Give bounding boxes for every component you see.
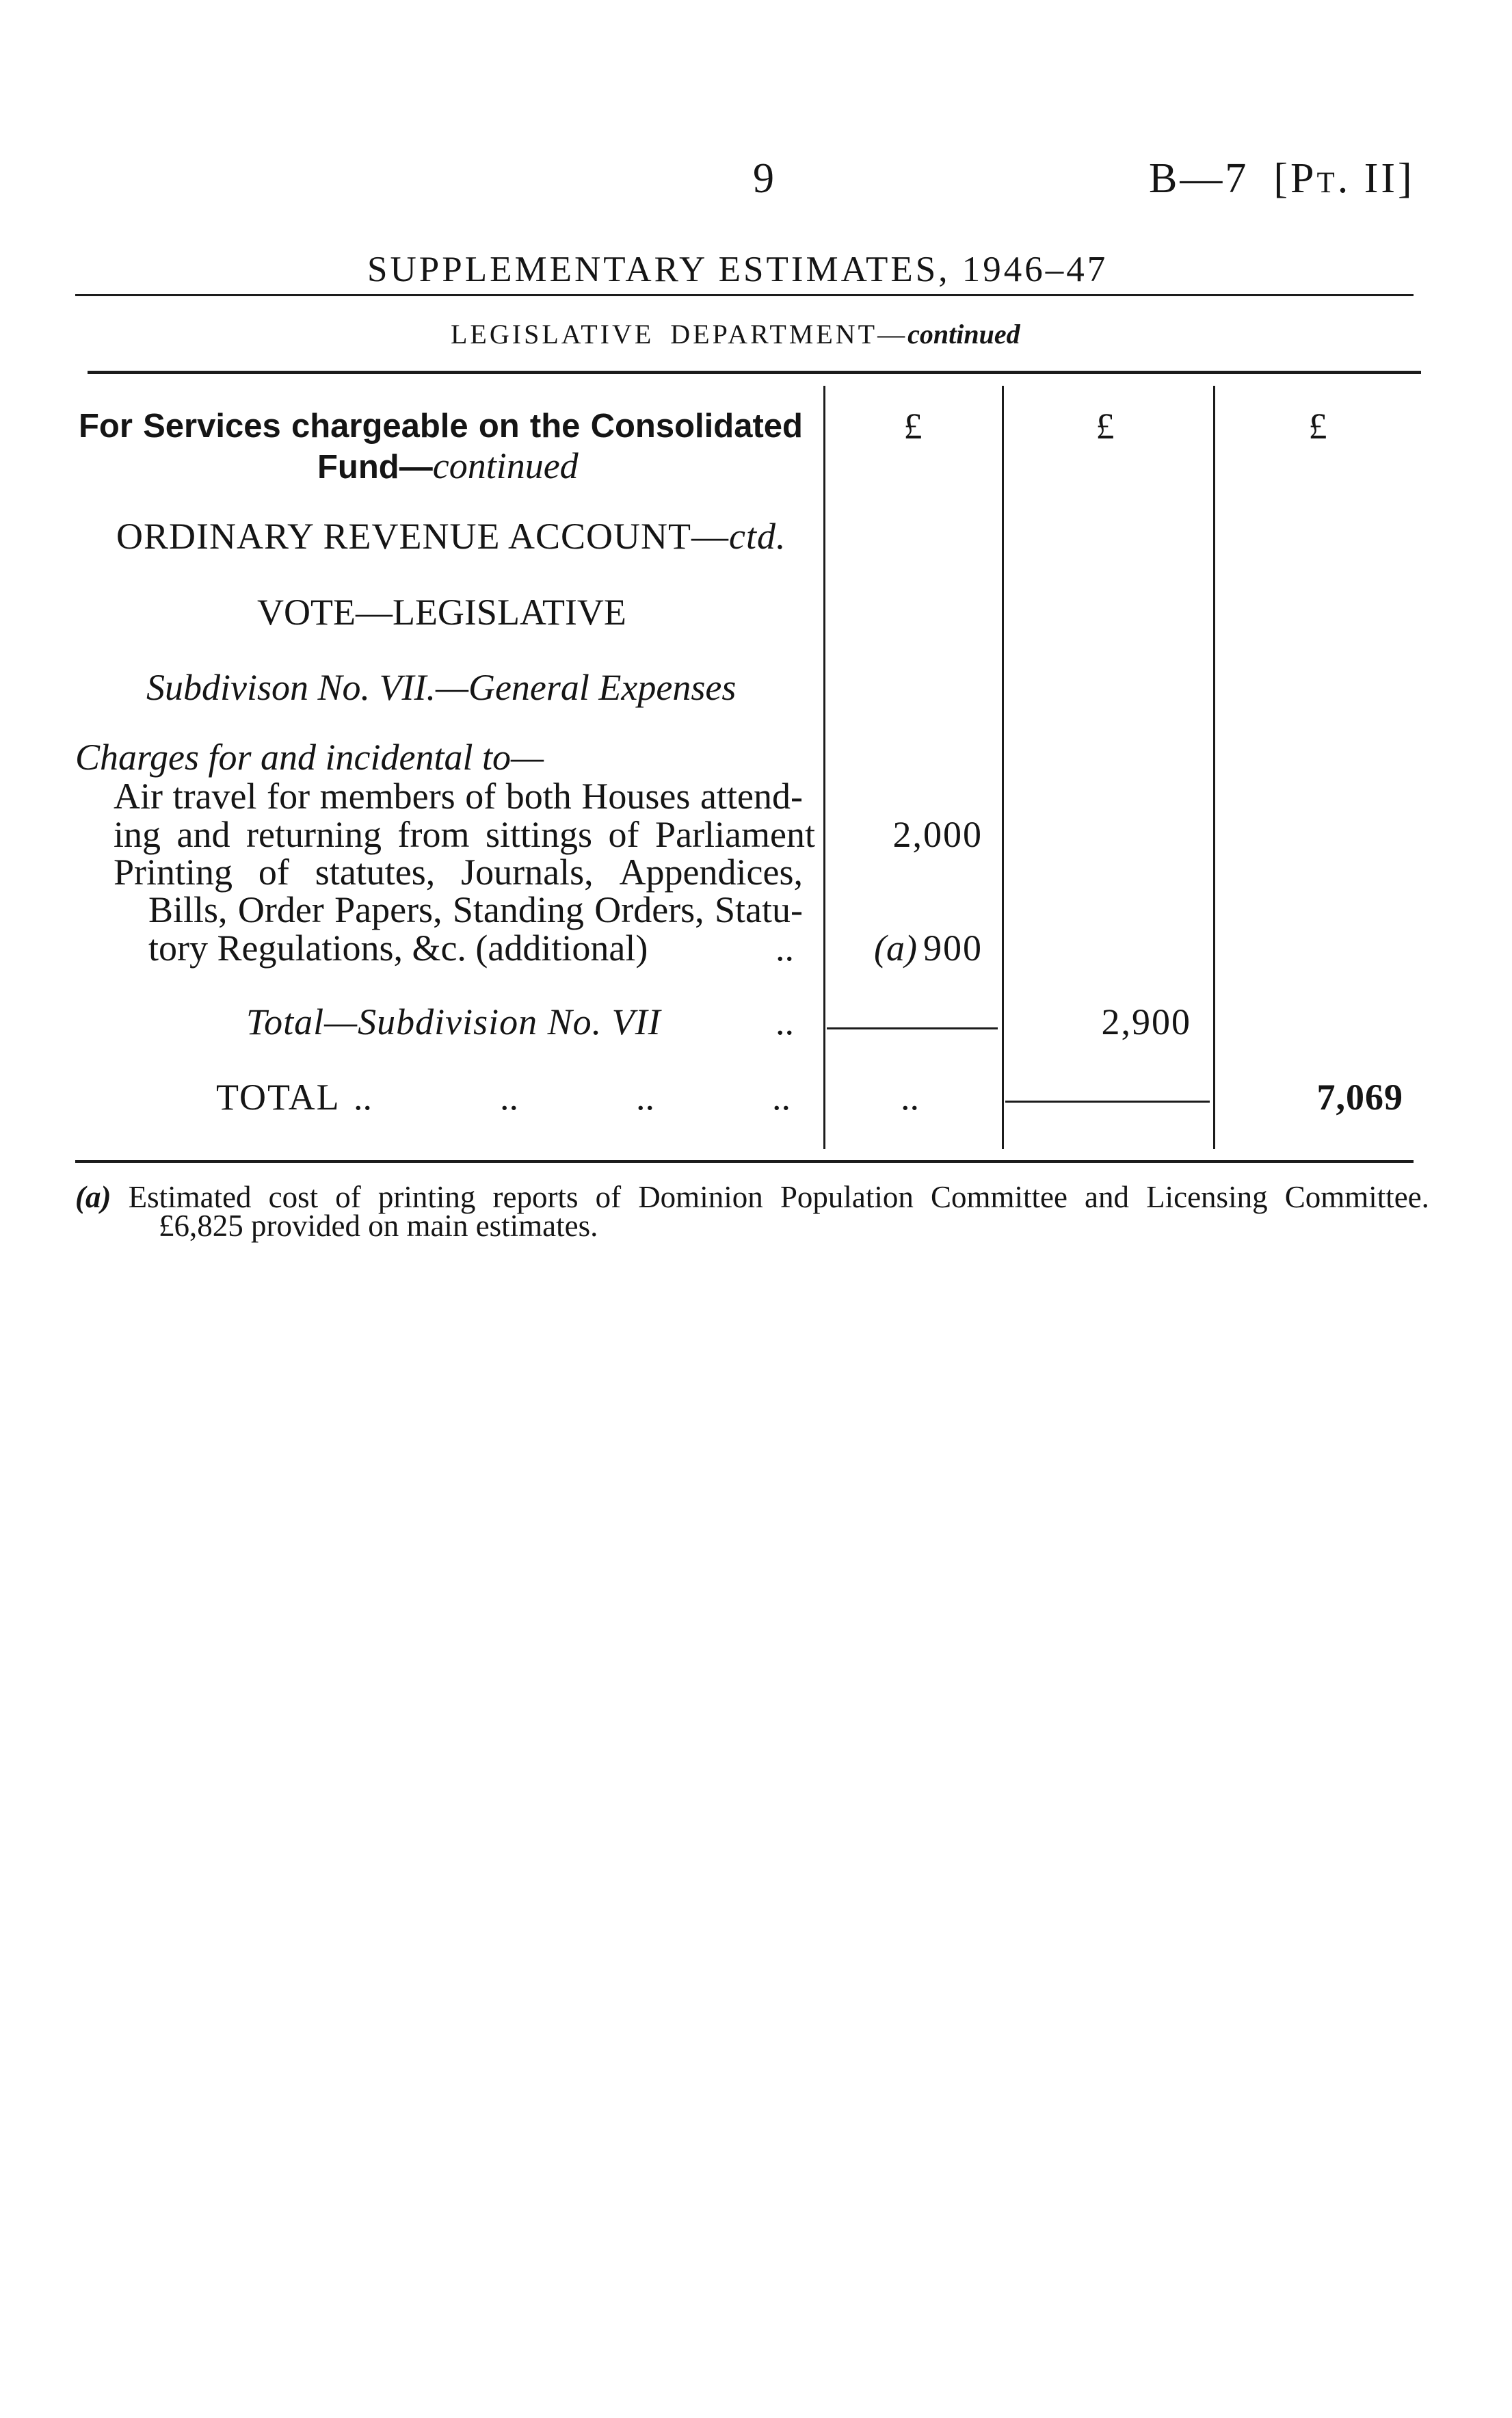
account-suffix: ctd.: [729, 516, 786, 557]
word: Printing: [114, 852, 233, 893]
account-heading: [116, 518, 786, 555]
word: the: [529, 408, 581, 445]
word: Population: [780, 1180, 914, 1214]
word: on: [478, 408, 520, 445]
footnote-line-2: £6,825 provided on main estimates.: [159, 1209, 598, 1243]
subtotal-rule: [827, 1027, 998, 1029]
word: Dominion: [638, 1180, 763, 1214]
subtotal-amount: 2,900: [1101, 1001, 1191, 1042]
total-column-2-leader: ..: [901, 1077, 919, 1118]
item-2-amount: 900: [923, 928, 983, 969]
department-heading: [451, 321, 1020, 348]
word: Statu-: [714, 889, 803, 930]
word: attend-: [700, 776, 803, 817]
word: Journals,: [461, 852, 594, 893]
document-reference: [1149, 157, 1415, 200]
word: of: [335, 1180, 361, 1214]
vote-heading: VOTE—LEGISLATIVE: [257, 592, 626, 633]
department-first: LEGISLATIVE: [451, 319, 654, 350]
item-2-line-1: [114, 854, 803, 891]
reference-part: [Pt. II]: [1273, 155, 1415, 202]
word: members: [319, 776, 455, 817]
page-title: SUPPLEMENTARY ESTIMATES, 1946–47: [367, 250, 1109, 289]
word: Licensing: [1146, 1180, 1268, 1214]
rule-under-title: [75, 294, 1414, 296]
total-leader: ..: [500, 1077, 518, 1118]
services-heading-fund: Fund—: [317, 449, 433, 486]
department-second: DEPARTMENT—: [670, 319, 908, 350]
total-label: TOTAL: [216, 1077, 341, 1118]
word: Standing: [452, 889, 584, 930]
word: sittings: [485, 814, 593, 855]
services-heading-line-2: [317, 447, 579, 484]
column-divider: [823, 386, 825, 1149]
total-leader: ..: [636, 1077, 654, 1118]
word: ing: [114, 814, 161, 855]
word: travel: [172, 776, 257, 817]
total-leader: ..: [772, 1077, 791, 1118]
word: from: [397, 814, 470, 855]
services-heading-suffix: continued: [432, 445, 579, 486]
currency-symbol-col-2: £: [1096, 406, 1115, 447]
total-amount: 7,069: [1316, 1077, 1403, 1118]
total-leader: ..: [354, 1077, 372, 1118]
charges-heading: Charges for and incidental to—: [75, 737, 544, 778]
currency-symbol-col-3: £: [1308, 406, 1327, 447]
word: Appendices,: [619, 852, 803, 893]
rule-under-department: [88, 371, 1421, 374]
word: printing: [377, 1180, 476, 1214]
word: statutes,: [315, 852, 436, 893]
word: both: [505, 776, 572, 817]
page-number: 9: [753, 155, 774, 202]
word: Papers,: [334, 889, 442, 930]
word: and: [1085, 1180, 1130, 1214]
rule-table-bottom: [75, 1160, 1414, 1163]
reference-code: B—7: [1149, 155, 1249, 202]
item-2-leader: ..: [775, 928, 794, 969]
item-2-line-3: tory Regulations, &c. (additional): [148, 928, 648, 969]
word: Committee.: [1284, 1180, 1429, 1214]
word: Bills,: [148, 889, 228, 930]
word: Houses: [581, 776, 691, 817]
item-1-line-1: [114, 778, 803, 815]
word: Orders,: [594, 889, 704, 930]
total-rule: [1005, 1101, 1210, 1103]
column-divider: [1213, 386, 1215, 1149]
word: Parliament: [655, 814, 815, 855]
word: Estimated: [128, 1180, 252, 1214]
word: Services: [143, 408, 281, 445]
word: for: [267, 776, 310, 817]
word: chargeable: [291, 408, 468, 445]
word: and: [176, 814, 230, 855]
word: of: [595, 1180, 622, 1214]
footnote-marker: (a): [75, 1180, 111, 1214]
word: Air: [114, 776, 163, 817]
word: For: [79, 408, 133, 445]
department-suffix: continued: [907, 319, 1020, 350]
account-text: ORDINARY REVENUE ACCOUNT—: [116, 516, 730, 557]
item-1-line-2: [114, 816, 815, 853]
word: of: [465, 776, 496, 817]
word: cost: [268, 1180, 319, 1214]
item-2-line-2: [148, 891, 803, 928]
column-divider: [1002, 386, 1004, 1149]
word: of: [258, 852, 289, 893]
word: Consolidated: [590, 408, 803, 445]
subtotal-label: Total—Subdivision No. VII: [246, 1001, 661, 1042]
item-2-note-ref: (a): [874, 928, 917, 969]
word: of: [608, 814, 639, 855]
subtotal-leader: ..: [775, 1001, 794, 1042]
word: Order: [237, 889, 324, 930]
word: Committee: [930, 1180, 1067, 1214]
word: returning: [246, 814, 382, 855]
item-1-amount: 2,000: [892, 814, 983, 855]
services-heading-line-1: [79, 410, 803, 443]
word: reports: [492, 1180, 579, 1214]
currency-symbol-col-1: £: [903, 406, 923, 447]
subdivision-heading: Subdivison No. VII.—General Expenses: [146, 667, 737, 708]
